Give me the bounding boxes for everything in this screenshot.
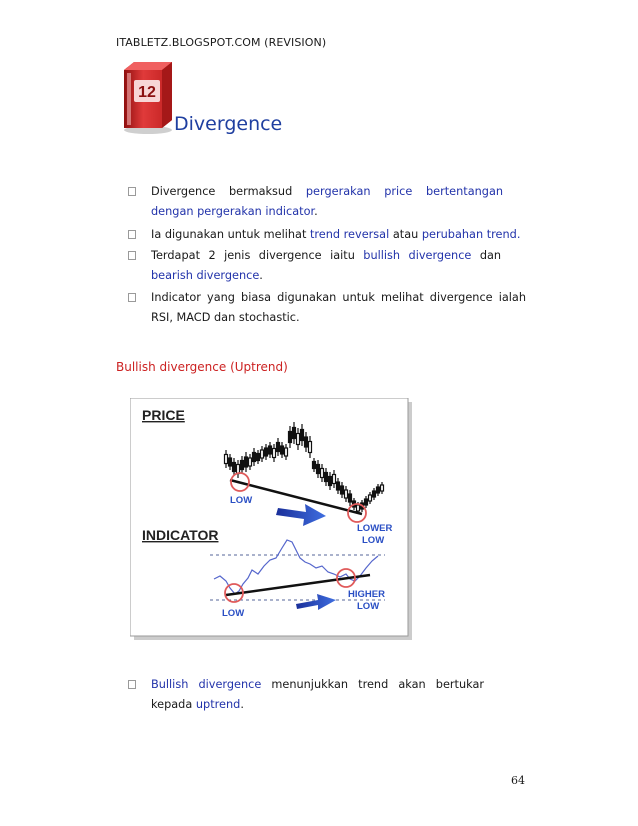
higher-low-label-2: LOW: [357, 601, 380, 612]
candle-body: [333, 475, 336, 484]
candle-body: [301, 430, 304, 441]
candle-body: [245, 457, 248, 467]
list-item: Indicator yang biasa digunakan untuk melihat divergence ialah RSI, MACD dan stochastic.: [116, 288, 526, 328]
candle-body: [357, 505, 360, 511]
page-header: ITABLETZ.BLOGSPOT.COM (REVISION): [116, 36, 327, 49]
candle-body: [305, 437, 308, 447]
indicator-low-label: LOW: [222, 608, 245, 619]
candle-body: [241, 461, 244, 470]
checkbox-bullet-icon: [128, 680, 136, 689]
candle-body: [321, 469, 324, 478]
candle-body: [297, 434, 300, 445]
indicator-label: INDICATOR: [142, 527, 219, 543]
candle-body: [253, 453, 256, 462]
list-item: Bullish divergence menunjukkan trend akan bertukar kepada uptrend.: [116, 675, 526, 715]
page-number: 64: [511, 774, 525, 787]
candle-body: [341, 486, 344, 494]
bullet-list-2: [116, 675, 526, 715]
candle-body: [257, 454, 260, 461]
candle-body: [309, 442, 312, 453]
candle-body: [325, 473, 328, 482]
candle-body: [349, 494, 352, 502]
higher-low-label-1: HIGHER: [348, 589, 385, 600]
lower-low-label-1: LOWER: [357, 523, 393, 534]
candle-body: [313, 462, 316, 469]
lower-low-label-2: LOW: [362, 535, 385, 546]
candle-body: [365, 499, 368, 505]
chapter-book-icon: [118, 60, 176, 136]
checkbox-bullet-icon: [128, 293, 136, 302]
candle-body: [261, 450, 264, 458]
candle-body: [337, 482, 340, 490]
candle-body: [249, 458, 252, 466]
candle-body: [369, 495, 372, 501]
candle-body: [285, 448, 288, 456]
candle-body: [225, 455, 228, 464]
candle-body: [293, 428, 296, 439]
price-low-label: LOW: [230, 495, 253, 506]
checkbox-bullet-icon: [128, 187, 136, 196]
candle-body: [281, 446, 284, 454]
list-item: Divergence bermaksud pergerakan price bertentangan dengan pergerakan indicator.: [116, 182, 526, 225]
candle-body: [265, 448, 268, 456]
candle-body: [233, 463, 236, 472]
candle-body: [229, 458, 232, 466]
candle-body: [345, 490, 348, 498]
bullet-list: [116, 182, 526, 328]
candle-body: [269, 446, 272, 454]
price-label: PRICE: [142, 407, 185, 423]
candle-body: [273, 449, 276, 458]
candle-body: [277, 443, 280, 452]
list-item: Terdapat 2 jenis divergence iaitu bullish divergence dan bearish divergence.: [116, 246, 526, 288]
candle-body: [289, 432, 292, 443]
candle-body: [317, 465, 320, 474]
candle-body: [377, 487, 380, 493]
candle-body: [373, 491, 376, 497]
chapter-number: 12: [138, 84, 156, 101]
checkbox-bullet-icon: [128, 251, 136, 260]
candle-body: [329, 477, 332, 486]
candle-body: [381, 485, 384, 491]
list-item: Ia digunakan untuk melihat trend reversal atau perubahan trend.: [116, 225, 526, 246]
bullish-divergence-figure: [130, 398, 412, 640]
section-title: Bullish divergence (Uptrend): [116, 360, 288, 374]
checkbox-bullet-icon: [128, 230, 136, 239]
chapter-title: Divergence: [174, 113, 283, 135]
